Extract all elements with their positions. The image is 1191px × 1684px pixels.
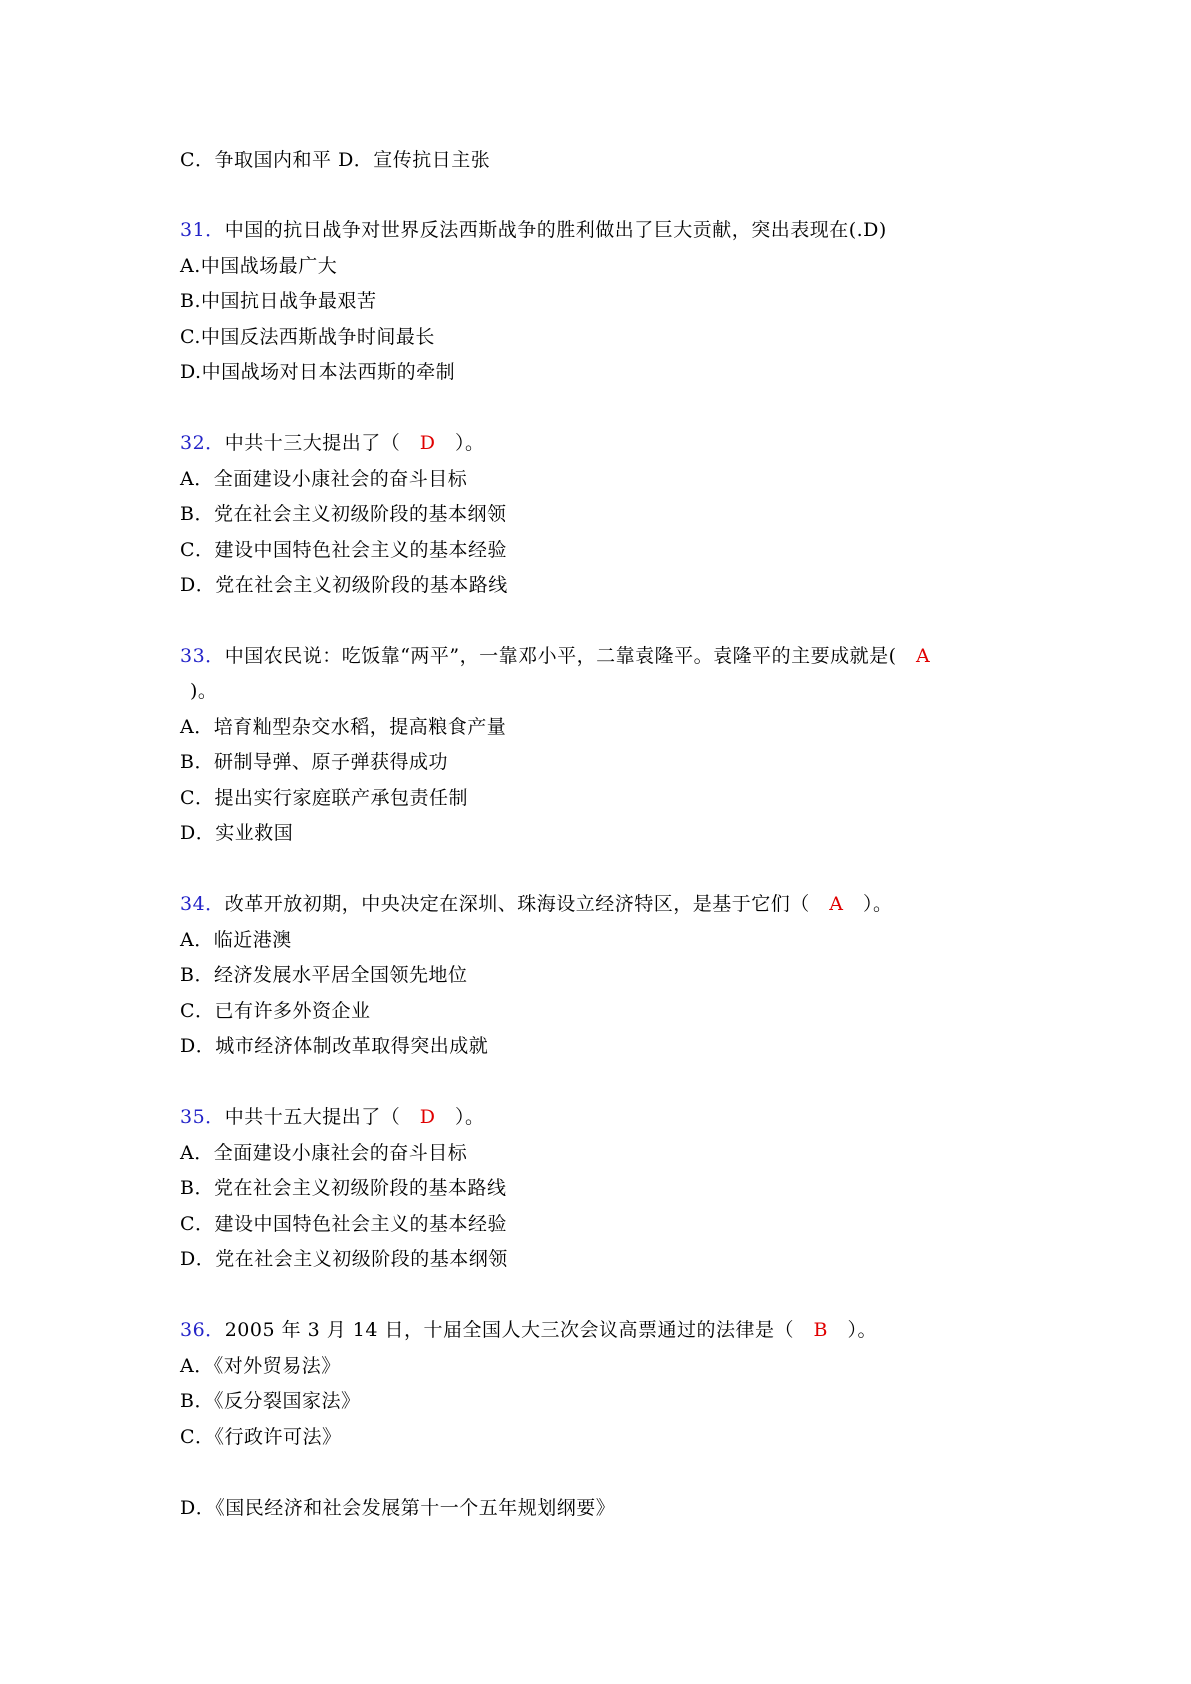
question-33 — [180, 643, 930, 669]
q32-option-d: D．党在社会主义初级阶段的基本路线 — [180, 574, 508, 596]
q35-option-c: C．建设中国特色社会主义的基本经验 — [180, 1213, 508, 1235]
q34-option-d: D．城市经济体制改革取得突出成就 — [180, 1035, 489, 1057]
question-text-end: ）。 — [843, 893, 893, 915]
q32-option-b: B．党在社会主义初级阶段的基本纲领 — [180, 503, 507, 525]
q32-option-c: C．建设中国特色社会主义的基本经验 — [180, 539, 508, 561]
question-34 — [180, 891, 892, 917]
question-text: 中共十三大提出了（ — [224, 432, 420, 454]
question-36 — [180, 1317, 877, 1343]
q33-option-b: B．研制导弹、原子弹获得成功 — [180, 751, 448, 773]
q31-option-a: A.中国战场最广大 — [180, 255, 338, 277]
q33-option-a: A．培育籼型杂交水稻，提高粮食产量 — [180, 716, 507, 738]
question-text-end: ）。 — [827, 1319, 877, 1341]
q33-option-d: D．实业救国 — [180, 822, 294, 844]
question-number: 33． — [180, 645, 225, 667]
q36-option-c: C．《行政许可法》 — [180, 1426, 342, 1448]
q34-option-c: C．已有许多外资企业 — [180, 1000, 371, 1022]
question-31 — [180, 217, 887, 243]
question-text: 中共十五大提出了（ — [224, 1106, 420, 1128]
answer-mark: A — [829, 893, 844, 915]
answer-mark: D — [419, 1106, 436, 1128]
question-text: 中国的抗日战争对世界反法西斯战争的胜利做出了巨大贡献，突出表现在(.D) — [224, 219, 887, 241]
question-33-continuation: )。 — [190, 680, 218, 702]
q32-option-a: A．全面建设小康社会的奋斗目标 — [180, 468, 468, 490]
question-text: 改革开放初期，中央决定在深圳、珠海设立经济特区，是基于它们（ — [224, 893, 830, 915]
q36-option-b: B．《反分裂国家法》 — [180, 1390, 361, 1412]
question-text: 中国农民说：吃饭靠“两平”，一靠邓小平，二靠袁隆平。袁隆平的主要成就是( — [224, 645, 917, 667]
q35-option-d: D．党在社会主义初级阶段的基本纲领 — [180, 1248, 508, 1270]
q35-option-b: B．党在社会主义初级阶段的基本路线 — [180, 1177, 507, 1199]
question-number: 31． — [180, 219, 225, 241]
question-number: 34． — [180, 893, 225, 915]
question-text-end: ）。 — [435, 1106, 485, 1128]
question-text: 2005 年 3 月 14 日，十届全国人大三次会议高票通过的法律是（ — [224, 1319, 814, 1341]
q31-option-b: B.中国抗日战争最艰苦 — [180, 290, 377, 312]
q33-option-c: C．提出实行家庭联产承包责任制 — [180, 787, 469, 809]
q31-option-c: C.中国反法西斯战争时间最长 — [180, 326, 435, 348]
question-number: 35． — [180, 1106, 225, 1128]
question-number: 32． — [180, 432, 225, 454]
answer-mark: B — [813, 1319, 828, 1341]
q36-option-d: D．《国民经济和社会发展第十一个五年规划纲要》 — [180, 1497, 616, 1519]
answer-mark: D — [419, 432, 436, 454]
question-35 — [180, 1104, 484, 1130]
q34-option-b: B．经济发展水平居全国领先地位 — [180, 964, 468, 986]
q36-option-a: A．《对外贸易法》 — [180, 1355, 341, 1377]
answer-mark: A — [916, 645, 931, 667]
q35-option-a: A．全面建设小康社会的奋斗目标 — [180, 1142, 468, 1164]
carryover-options: C．争取国内和平 D．宣传抗日主张 — [180, 149, 491, 171]
q34-option-a: A．临近港澳 — [180, 929, 292, 951]
question-32 — [180, 430, 484, 456]
question-number: 36． — [180, 1319, 225, 1341]
question-text-end: ）。 — [435, 432, 485, 454]
q31-option-d: D.中国战场对日本法西斯的牵制 — [180, 361, 456, 383]
